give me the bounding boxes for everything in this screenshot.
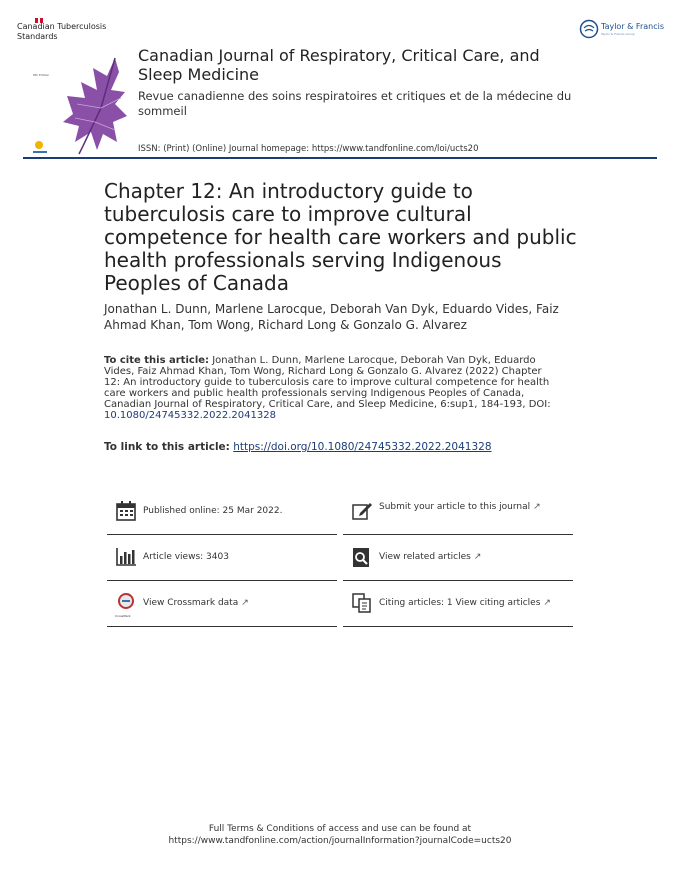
external-link-icon: ↗ — [543, 598, 551, 608]
article-views-text: Article views: 3403 — [143, 552, 229, 562]
published-online-box — [107, 492, 337, 535]
published-online-text: Published online: 25 Mar 2022. — [143, 506, 283, 516]
citing-articles-box[interactable] — [343, 584, 573, 627]
citation-doi-link[interactable]: 10.1080/24745332.2022.2041328 — [104, 410, 276, 421]
crossmark-logo-text: CrossMark — [115, 614, 131, 618]
article-authors: Jonathan L. Dunn, Marlene Larocque, Deborah Van Dyk, Eduardo Vides, Faiz Ahmad Khan, Tom Wong, Richard Long & Gonzalo G. Alvarez — [104, 302, 559, 332]
citing-articles-icon — [351, 592, 373, 614]
terms-footer — [90, 823, 590, 847]
calendar-icon — [115, 500, 137, 522]
submit-article-text: Submit your article to this journal — [379, 502, 531, 512]
issn-homepage-line[interactable]: ISSN: (Print) (Online) Journal homepage: https://www.tandfonline.com/loi/ucts20 — [138, 144, 479, 154]
submit-article-box[interactable] — [343, 492, 573, 535]
related-search-icon — [351, 546, 373, 568]
cover-edition: 8th Edition — [33, 73, 50, 77]
edit-pencil-icon — [351, 500, 373, 522]
taylor-francis-logo-icon — [579, 19, 599, 39]
article-title: Chapter 12: An introductory guide to tuberculosis care to improve cultural competence for health care workers and public health professionals serving Indigenous Peoples of Canada — [104, 179, 577, 295]
related-articles-text: View related articles — [379, 552, 471, 562]
external-link-icon: ↗ — [241, 598, 249, 608]
footer-line-1: Full Terms & Conditions of access and use can be found at — [208, 824, 472, 834]
submit-article-link[interactable] — [379, 502, 541, 512]
citation-label: To cite this article: — [104, 355, 210, 366]
cover-title: Canadian Tuberculosis Standards — [17, 22, 107, 41]
citation-block — [104, 355, 554, 421]
journal-subtitle: Revue canadienne des soins respiratoires et critiques et de la médecine du sommeil — [138, 89, 572, 118]
related-articles-box[interactable] — [343, 538, 573, 581]
external-link-icon: ↗ — [473, 552, 482, 562]
citing-articles-text: Citing articles: 1 View citing articles — [379, 598, 541, 608]
journal-title: Canadian Journal of Respiratory, Critical Care, and Sleep Medicine — [138, 46, 540, 84]
link-label: To link to this article: — [104, 441, 230, 453]
publisher-tagline: Taylor & Francis Group — [601, 32, 635, 36]
publisher-name: Taylor & Francis — [601, 22, 664, 31]
crossmark-box[interactable] — [107, 584, 337, 627]
crossmark-icon — [115, 592, 137, 614]
bar-chart-icon — [115, 546, 137, 568]
citation-text: Jonathan L. Dunn, Marlene Larocque, Deborah Van Dyk, Eduardo Vides, Faiz Ahmad Khan, Tom Wong, Richard Long & Gonzalo G. Alvarez (2022) Chapter 12: An introductory guide to tuberculosis care to improve cultural competence for health care workers and public health professionals serving Indigenous Peoples of Canada, Canadian Journal of Respiratory, Critical Care, and Sleep Medicine, 6:sup1, 184-193, DOI: — [104, 355, 551, 410]
related-articles-link[interactable] — [379, 552, 481, 562]
header-divider — [23, 157, 657, 159]
citing-articles-link[interactable] — [379, 598, 551, 608]
article-views-box — [107, 538, 337, 581]
crossmark-link[interactable] — [143, 598, 249, 608]
publisher-logo[interactable] — [579, 19, 601, 41]
footer-terms-link[interactable]: https://www.tandfonline.com/action/journalInformation?journalCode=ucts20 — [168, 836, 512, 846]
article-link-line — [104, 441, 584, 453]
external-link-icon: ↗ — [533, 502, 541, 512]
article-doi-url[interactable]: https://doi.org/10.1080/24745332.2022.2041328 — [233, 441, 492, 453]
crossmark-text: View Crossmark data — [143, 598, 239, 608]
